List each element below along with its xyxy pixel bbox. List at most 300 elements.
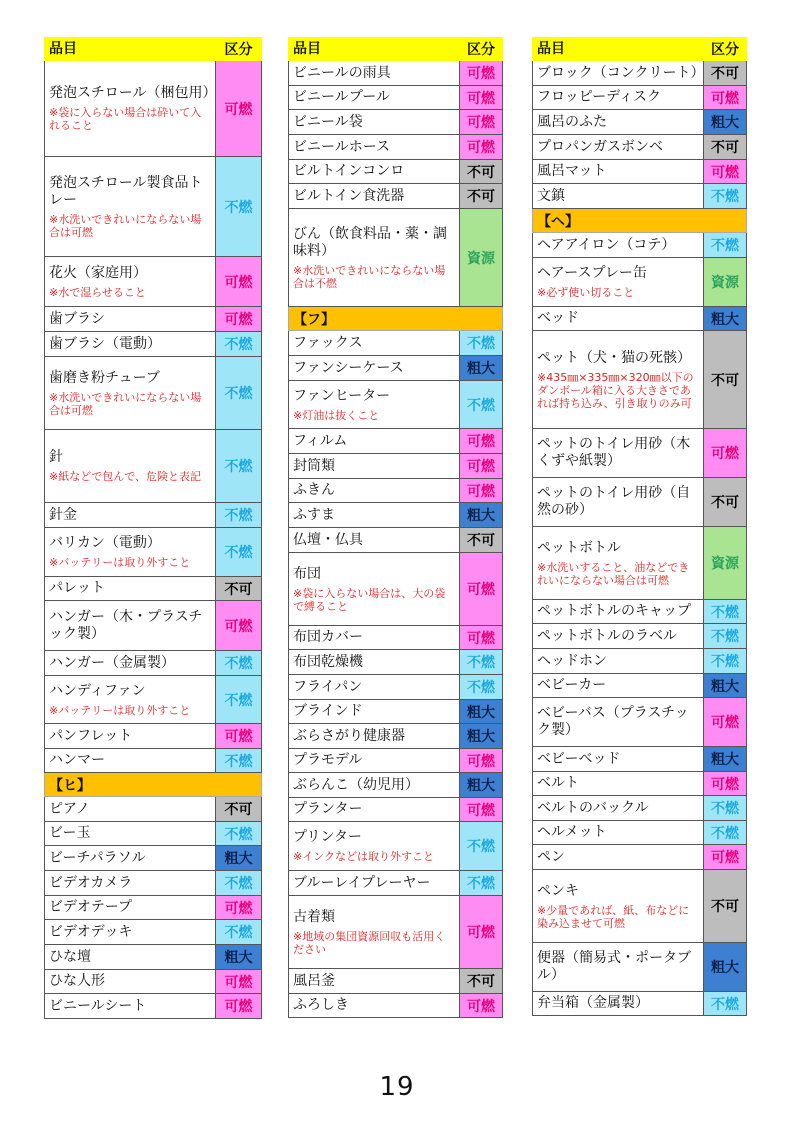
header-category: 区分 [704,38,747,61]
item-name: 古着類 [293,908,335,925]
item-cell [533,307,704,331]
item-name: プロパンガスボンベ [537,138,663,155]
item-cell [45,503,216,528]
item-name: 布団乾燥機 [293,653,363,670]
item-name: ビー玉 [49,825,91,841]
item-note: ※バッテリーは取り外すこと [49,556,191,569]
table-row [45,503,262,528]
table-row [289,896,503,969]
item-name: ハンガー（木・プラスチック製） [49,608,203,642]
table-row [45,257,262,307]
waste-table-column-3 [532,37,747,1016]
item-cell [45,528,216,577]
item-cell [289,798,460,822]
item-cell [289,822,460,871]
item-cell [533,86,704,110]
table-row [45,945,262,970]
table-row [45,577,262,601]
item-cell [45,945,216,970]
category-badge: 資源 [704,527,747,600]
item-cell [289,969,460,994]
category-badge: 可燃 [460,86,503,110]
item-cell [289,209,460,307]
table-row [289,135,503,160]
item-name: ビデオデッキ [49,923,133,940]
category-badge: 粗大 [216,846,262,871]
table-row [533,110,747,135]
category-badge: 可燃 [216,307,262,332]
item-name: ハンガー（金属製） [49,654,175,671]
table-row [533,600,747,624]
item-cell [533,184,704,209]
table-row [533,870,747,943]
table-row [45,896,262,920]
table-row [289,331,503,356]
category-badge: 不燃 [216,871,262,896]
category-badge: 不可 [704,870,747,943]
item-cell [533,870,704,943]
item-cell [45,430,216,503]
item-note: ※紙などで包んで、危険と表記 [49,470,201,483]
category-badge: 不可 [460,184,503,209]
waste-table-column-2 [288,37,503,1018]
item-cell [289,650,460,675]
item-cell [533,527,704,600]
item-cell [289,700,460,724]
category-badge: 可燃 [216,994,262,1019]
item-name: ベビーベッド [537,750,621,767]
table-header [289,38,503,61]
item-name: ベビーバス（プラスチック製） [537,705,689,738]
item-name: 便器（簡易式・ポータブル） [537,950,691,983]
table-row [45,797,262,822]
category-badge: 可燃 [460,135,503,160]
section-label: 【ヘ】 [533,209,747,233]
item-cell [45,797,216,822]
item-name: ぶらさがり健康器 [293,727,405,744]
category-badge: 可燃 [460,749,503,773]
category-badge: 粗大 [460,356,503,381]
item-note: ※インクなどは取り外すこと [293,850,434,863]
category-badge: 不燃 [216,157,262,257]
category-badge: 不燃 [216,430,262,503]
item-cell [45,601,216,651]
item-name: プランター [293,801,363,817]
item-name: ペット（犬・猫の死骸） [537,349,691,366]
table-row [45,430,262,503]
table-row [45,920,262,945]
item-name: ビデオテープ [49,899,133,915]
item-note: ※水洗いできれいにならない場合は可燃 [49,212,202,239]
item-cell [289,110,460,135]
table-row [289,871,503,896]
header-category: 区分 [216,38,262,61]
item-cell [45,257,216,307]
table-row [289,184,503,209]
table-row [45,676,262,724]
item-name: 針 [49,449,63,465]
category-badge: 可燃 [460,110,503,135]
waste-table [44,37,262,1019]
item-cell [289,749,460,773]
category-badge: 不可 [460,160,503,184]
category-badge: 可燃 [460,626,503,650]
category-badge: 可燃 [460,429,503,454]
item-note: ※水洗いできれいにならない場合は不燃 [293,263,446,290]
item-cell [289,61,460,86]
category-badge: 可燃 [216,724,262,749]
category-badge: 不燃 [216,822,262,846]
table-row [289,798,503,822]
item-cell [45,577,216,601]
item-note: ※バッテリーは取り外すこと [49,703,191,717]
item-cell [289,675,460,700]
item-name: ペットのトイレ用砂（木くずや紙製） [537,436,691,469]
table-row [533,258,747,307]
table-row [533,649,747,674]
item-name: ピアノ [49,800,90,817]
table-row [45,871,262,896]
item-note: ※少量であれば、紙、布などに染み込ませて可燃 [537,903,690,930]
item-name: 発泡スチロール（梱包用） [49,85,217,101]
table-row [45,994,262,1019]
table-row [289,969,503,994]
category-badge: 不燃 [216,357,262,430]
item-name: フロッピーディスク [537,89,662,105]
item-cell [45,332,216,357]
item-name: ビルトイン食洗器 [293,187,405,204]
category-badge: 不燃 [460,381,503,429]
item-cell [533,624,704,649]
item-name: ベルト [537,775,579,791]
header-category: 区分 [460,38,503,61]
table-row [45,332,262,357]
item-name: 文鎮 [537,187,565,204]
item-name: パレット [49,580,105,596]
item-name: ふろしき [293,997,349,1013]
table-row [533,184,747,209]
item-cell [45,994,216,1019]
item-name: 歯磨き粉チューブ [49,369,160,386]
item-cell [533,233,704,258]
item-cell [533,649,704,674]
item-cell [45,676,216,724]
table-row [533,478,747,527]
item-note: ※水洗いできれいにならない場合は可燃 [49,390,202,417]
table-row [289,479,503,503]
item-cell [533,674,704,698]
item-name: ペットのトイレ用砂（自然の砂） [537,485,691,518]
table-row [289,700,503,724]
category-badge: 不可 [704,478,747,527]
table-row [289,773,503,798]
category-badge: 不燃 [704,184,747,209]
category-badge: 不可 [460,528,503,553]
table-row [533,796,747,821]
category-badge: 可燃 [460,798,503,822]
category-badge: 不燃 [704,233,747,258]
item-cell [289,160,460,184]
item-name: 弁当箱（金属製） [537,995,649,1011]
item-cell [533,943,704,992]
category-badge: 不燃 [216,920,262,945]
table-row [289,160,503,184]
item-cell [45,896,216,920]
table-row [289,650,503,675]
category-badge: 不燃 [460,331,503,356]
category-badge: 不燃 [216,676,262,724]
item-name: 布団 [293,565,321,582]
item-cell [289,503,460,528]
table-row [533,992,747,1016]
item-name: 歯ブラシ [49,310,105,327]
category-badge: 可燃 [216,257,262,307]
item-name: バリカン（電動） [49,535,161,551]
table-row [533,307,747,331]
item-name: ビニールの雨具 [293,64,391,81]
item-note: ※必ず使い切ること [537,286,635,299]
item-cell [289,626,460,650]
item-cell [45,724,216,749]
item-cell [533,772,704,796]
category-badge: 可燃 [704,845,747,870]
item-note: ※435㎜×335㎜×320㎜以下のダンボール箱に入る大きさであれば持ち込み、引き取りのみ可 [537,370,694,410]
item-name: ビニールプール [293,89,391,105]
category-badge: 可燃 [460,896,503,969]
item-cell [289,381,460,429]
item-name: プリンター [293,829,362,845]
category-badge: 粗大 [704,747,747,772]
item-cell [289,454,460,479]
item-name: ぶらんこ（幼児用） [293,776,419,793]
category-badge: 不燃 [704,600,747,624]
category-badge: 不燃 [460,871,503,896]
item-name: ひな壇 [49,948,91,965]
table-row [533,943,747,992]
section-header [45,773,262,797]
item-cell [289,184,460,209]
item-note: ※水で湿らせること [49,285,146,299]
item-name: プラモデル [293,752,363,768]
category-badge: 不燃 [460,675,503,700]
waste-table-column-1 [44,37,262,1019]
category-badge: 可燃 [460,61,503,86]
category-badge: 可燃 [216,61,262,157]
table-row [289,503,503,528]
category-badge: 粗大 [704,110,747,135]
item-cell [289,871,460,896]
category-badge: 可燃 [704,698,747,747]
table-row [533,86,747,110]
category-badge: 可燃 [216,970,262,994]
table-row [45,528,262,577]
item-name: ビデオカメラ [49,874,133,891]
category-badge: 粗大 [704,674,747,698]
section-label: 【ヒ】 [45,773,262,797]
category-badge: 不燃 [460,650,503,675]
item-cell [289,773,460,798]
header-item: 品目 [45,38,216,61]
item-name: ひな人形 [49,973,105,989]
table-row [289,675,503,700]
item-name: ビルトインコンロ [293,163,405,179]
item-name: ふきん [293,482,335,498]
item-cell [45,749,216,773]
table-row [533,527,747,600]
item-cell [533,600,704,624]
item-cell [533,135,704,160]
item-cell [45,920,216,945]
item-cell [289,553,460,626]
item-cell [289,724,460,749]
item-note: ※水洗いすること、油などできれいにならない場合は可燃 [537,560,690,587]
table-row [289,454,503,479]
table-row [289,626,503,650]
item-name: ファックス [293,334,363,351]
item-cell [533,258,704,307]
item-name: ヘアアイロン（コテ） [537,236,676,253]
category-badge: 粗大 [704,307,747,331]
category-badge: 不燃 [704,649,747,674]
header-item: 品目 [289,38,460,61]
item-name: ヘッドホン [537,652,607,669]
table-row [533,233,747,258]
item-name: ふすま [293,506,335,523]
item-name: ビニールホース [293,138,391,155]
item-note: ※袋に入らない場合は砕いて入れること [49,106,202,132]
table-row [533,821,747,845]
item-cell [289,86,460,110]
item-name: ブロック（コンクリート） [537,64,705,81]
category-badge: 不燃 [704,992,747,1016]
category-badge: 粗大 [216,945,262,970]
item-cell [533,61,704,86]
category-badge: 粗大 [460,724,503,749]
item-name: ビーチパラソル [49,849,146,866]
item-name: 花火（家庭用） [49,264,147,281]
waste-table [532,37,747,1016]
category-badge: 不燃 [460,822,503,871]
item-name: ペットボトルのキャップ [537,603,691,619]
table-row [533,747,747,772]
table-row [289,528,503,553]
category-badge: 可燃 [704,160,747,184]
item-name: 歯ブラシ（電動） [49,335,161,352]
category-badge: 粗大 [460,503,503,528]
item-cell [45,307,216,332]
category-badge: 不燃 [216,503,262,528]
category-badge: 粗大 [704,943,747,992]
table-row [533,135,747,160]
category-badge: 不可 [704,135,747,160]
item-name: フィルム [293,432,348,449]
table-header [45,38,262,61]
table-row [45,61,262,157]
item-name: びん（飲食料品・薬・調味料） [293,225,447,259]
table-row [45,749,262,773]
category-badge: 不燃 [216,332,262,357]
item-note: ※灯油は抜くこと [293,408,380,422]
category-badge: 不可 [460,969,503,994]
item-cell [533,992,704,1016]
table-row [45,822,262,846]
item-cell [289,994,460,1018]
waste-table [288,37,503,1018]
item-name: ビニールシート [49,997,147,1014]
category-badge: 不燃 [704,821,747,845]
item-name: 針金 [49,506,77,523]
table-row [289,994,503,1018]
table-row [45,307,262,332]
item-name: 風呂マット [537,163,607,179]
item-name: 発泡スチロール製食品トレー [49,174,203,208]
table-row [533,331,747,429]
table-row [533,624,747,649]
item-name: ブラインド [293,703,363,719]
item-name: 封筒類 [293,457,335,474]
category-badge: 資源 [460,209,503,307]
item-name: ヘアースプレー缶 [537,265,647,281]
category-badge: 不可 [704,331,747,429]
category-badge: 可燃 [704,772,747,796]
item-note: ※袋に入らない場合は、大の袋で縛ること [293,586,446,613]
section-header [289,307,503,331]
item-cell [533,845,704,870]
item-cell [289,528,460,553]
table-row [289,749,503,773]
table-row [533,429,747,478]
item-name: ヘルメット [537,824,607,840]
item-name: ベルトのバックル [537,799,649,816]
item-name: ビニール袋 [293,113,363,130]
category-badge: 不可 [216,577,262,601]
category-badge: 不燃 [704,796,747,821]
item-name: ハンマー [49,752,105,768]
item-cell [533,821,704,845]
table-row [533,61,747,86]
category-badge: 可燃 [460,454,503,479]
item-cell [45,822,216,846]
category-badge: 不燃 [216,651,262,676]
table-row [289,356,503,381]
table-row [45,601,262,651]
category-badge: 可燃 [460,553,503,626]
item-name: ペットボトルのラベル [537,627,677,644]
item-cell [45,871,216,896]
category-badge: 可燃 [704,86,747,110]
item-cell [533,110,704,135]
table-row [45,157,262,257]
table-row [533,772,747,796]
item-name: ペットボトル [537,539,621,556]
table-row [45,724,262,749]
item-cell [533,331,704,429]
item-name: パンフレット [49,727,133,744]
category-badge: 可燃 [704,429,747,478]
item-cell [45,846,216,871]
page-number: 19 [379,1072,415,1102]
table-row [533,160,747,184]
table-row [289,553,503,626]
item-note: ※地域の集団資源回収も活用ください [293,929,446,956]
item-cell [289,429,460,454]
table-row [45,846,262,871]
category-badge: 不可 [216,797,262,822]
item-cell [533,747,704,772]
table-row [289,381,503,429]
item-name: ペン [537,848,565,865]
item-name: ファンヒーター [293,387,391,404]
